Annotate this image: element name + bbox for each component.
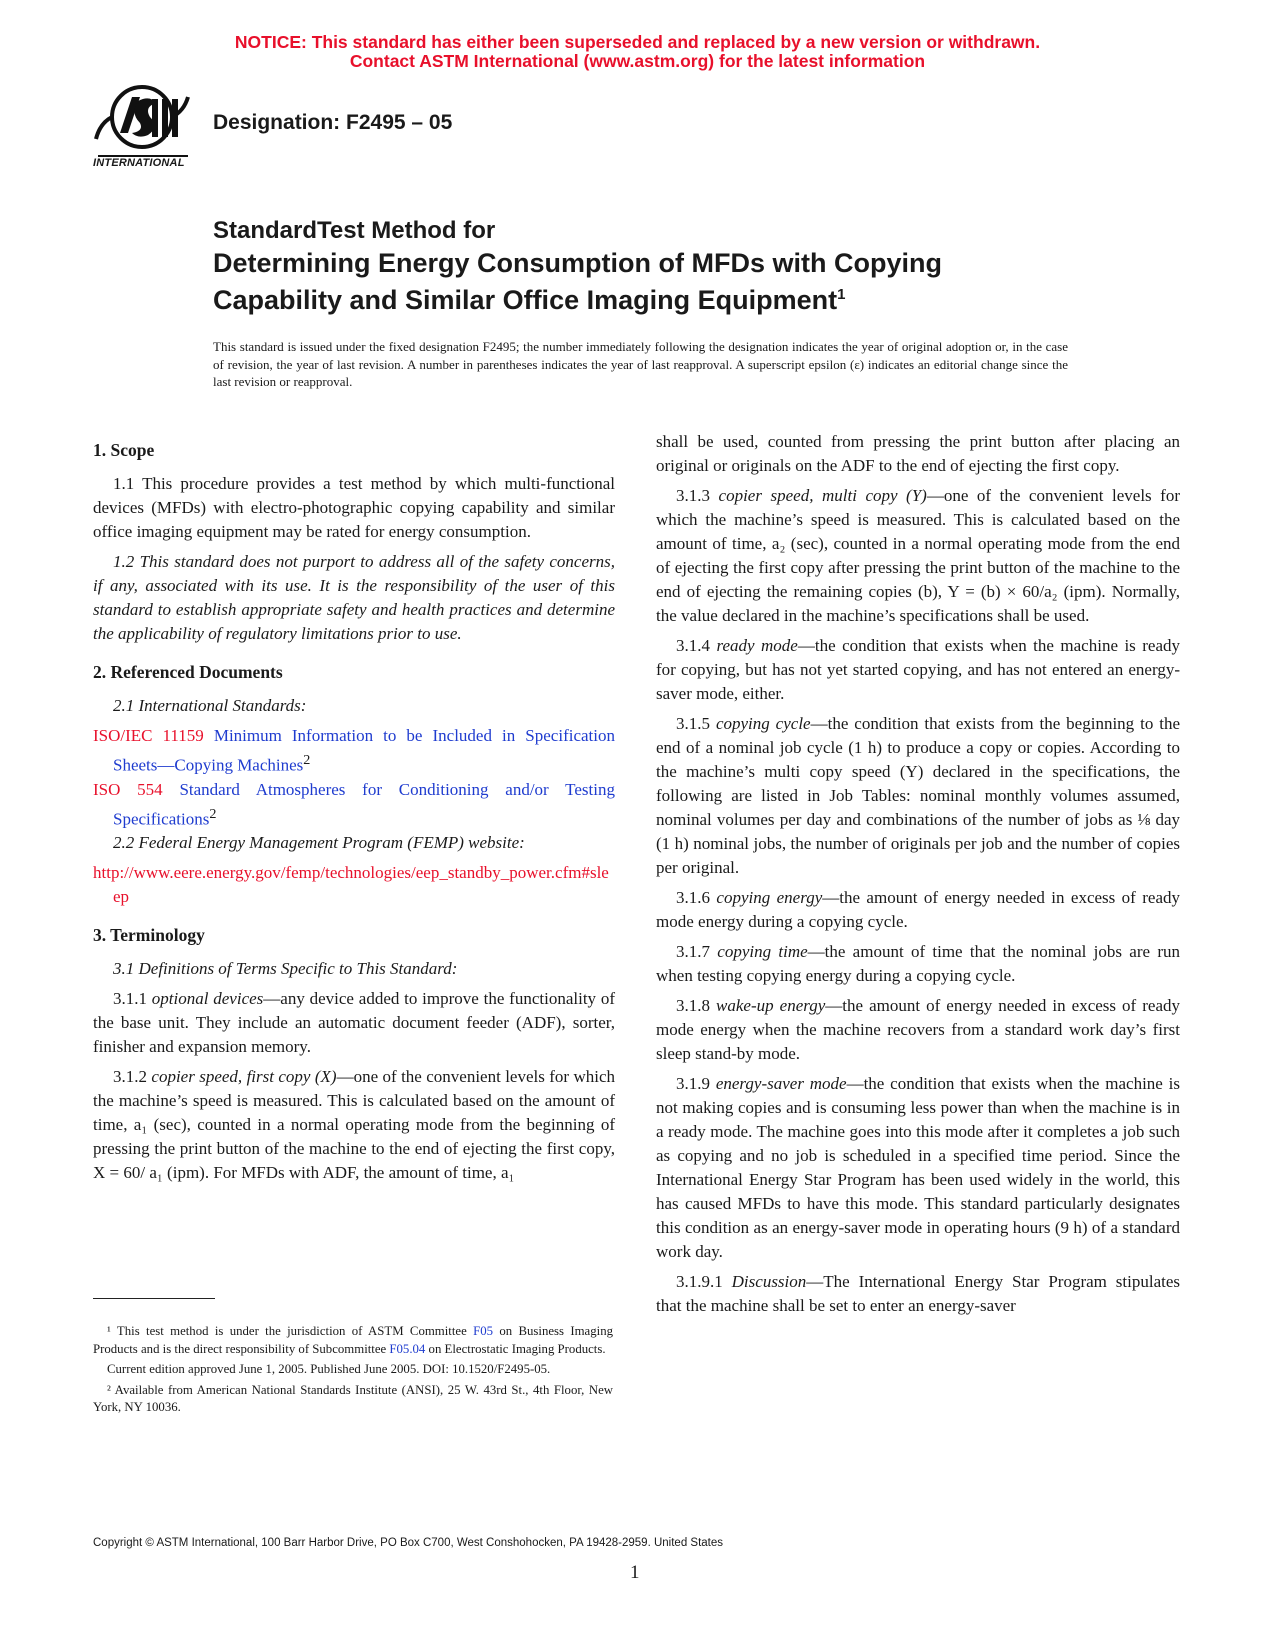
paragraph-1-2: 1.2 This standard does not purport to address all of the safety concerns, if any, associated with its use. It is the responsibility of the user of this standard to establish appropriate safety and health practices and determine the applicability of regulatory limitations prior to use. — [93, 552, 615, 643]
issued-note: This standard is issued under the fixed designation F2495; the number immediately following the designation indicates the year of original adoption or, in the case of revision, the year of last revision. A number in parentheses indicates the year of last reapproval. A superscript epsilon (ε) indicates an editorial change since the last revision or reapproval. — [213, 339, 1068, 389]
document-title — [213, 215, 1113, 316]
copyright-line: Copyright © ASTM International, 100 Barr Harbor Drive, PO Box C700, West Conshohocken, PA 19428-2959. United States — [93, 1537, 724, 1549]
paragraph-3-1: 3.1 Definitions of Terms Specific to This Standard: — [113, 959, 458, 979]
paragraph-1-1: 1.1 This procedure provides a test method by which multi-functional devices (MFDs) with electro-photographic copying capability and similar office imaging equipment may be rated for energy consumption. — [93, 474, 615, 541]
definition-3-1-1: 3.1.1 optional devices—any device added to improve the functionality of the base unit. They include an automatic document feeder (ADF), sorter, finisher and expansion memory. — [93, 989, 615, 1057]
notice-line-1: NOTICE: This standard has either been superseded and replaced by a new version or withdrawn. — [234, 32, 1041, 52]
femp-link[interactable]: http://www.eere.energy.gov/femp/technologies/eep_standby_power.cfm#sleep — [93, 863, 609, 907]
reference-iso-554[interactable]: ISO 554 Standard Atmospheres for Conditioning and/or Testing Specifications$^2$ — [93, 779, 615, 829]
definition-3-1-9: 3.1.9 energy-saver mode—the condition that exists when the machine is not making copies and is consuming less power than when the machine is in a ready mode. The machine goes into this mode after it completes a job such as copying and no job is scheduled in a specified time period. Since the International Energy Star Program has been used widely in the world, this has caused MFDs to have this mode. This standard particularly designates this condition as an energy-saver mode in operating hours (9 h) of a standard work day. — [656, 1074, 1181, 1261]
notice-line-2: Contact ASTM International (www.astm.org) for the latest information — [349, 51, 926, 71]
withdrawal-notice — [0, 33, 1275, 71]
subcommittee-link[interactable]: F05.04 — [389, 1341, 426, 1356]
footnote-divider — [93, 1298, 215, 1299]
title-line-1: StandardTest Method for — [213, 217, 496, 244]
title-line-3: Capability and Similar Office Imaging Equipment$^1$ — [213, 285, 846, 315]
title-line-2: Determining Energy Consumption of MFDs with Copying — [213, 248, 942, 278]
footnote-1: ¹ This test method is under the jurisdiction of ASTM Committee F05 on Business Imaging Products and is the direct responsibility of Subcommittee F05.04 on Electrostatic Imaging Products. — [93, 1324, 613, 1356]
footnotes — [93, 1323, 613, 1420]
left-column — [93, 430, 615, 1191]
definition-3-1-5: 3.1.5 copying cycle—the condition that exists from the beginning to the end of a nominal job cycle (1 h) to produce a copy or copies. According to the machine’s multi copy speed (Y) declared in the specifications, the following are listed in Job Tables: nominal monthly volumes assumed, nominal volumes per day and combinations of the number of jobs as ⅛ day (1 h) nominal jobs, the number of originals per job and the number of copies per original. — [656, 714, 1181, 877]
definition-3-1-8: 3.1.8 wake-up energy—the amount of energy needed in excess of ready mode energy when the machine recovers from a standard work day’s first sleep stand-by mode. — [656, 996, 1181, 1063]
paragraph-2-1: 2.1 International Standards: — [113, 696, 307, 715]
definition-3-1-3: 3.1.3 copier speed, multi copy (Y)—one of the convenient levels for which the machine’s speed is measured. This is calculated based on the amount of time, a₂ (sec), counted in a normal operating mode from the end of ejecting the first copy after pressing the print button of the machine to the end of ejecting the remaining copies (b), Y = (b) × 60/a₂ (ipm). Normally, the value declared in the machine’s specifications shall be used. — [656, 486, 1181, 625]
section-heading-referenced-documents: 2. Referenced Documents — [93, 662, 283, 682]
paragraph-2-2: 2.2 Federal Energy Management Program (FEMP) website: — [113, 833, 525, 853]
definition-3-1-7: 3.1.7 copying time—the amount of time that the nominal jobs are run when testing copying energy during a copying cycle. — [656, 942, 1180, 985]
section-heading-terminology: 3. Terminology — [93, 925, 205, 946]
page-number: 1 — [630, 1562, 640, 1583]
footnote-edition: Current edition approved June 1, 2005. Published June 2005. DOI: 10.1520/F2495-05. — [107, 1362, 551, 1376]
continued-paragraph: shall be used, counted from pressing the print button after placing an original or originals on the ADF to the end of ejecting the first copy. — [656, 432, 1180, 475]
designation: Designation: F2495 – 05 — [213, 111, 453, 134]
logo-wordmark: INTERNATIONAL — [93, 157, 185, 169]
committee-link[interactable]: F05 — [473, 1324, 494, 1338]
definition-3-1-2: 3.1.2 copier speed, first copy (X)—one of the convenient levels for which the machine’s speed is measured. This is calculated based on the amount of time, a₁ (sec), counted in a normal operating mode from the beginning of pressing the print button of the machine to the end of ejecting the first copy, X = 60/ a₁ (ipm). For MFDs with ADF, the amount of time, a₁ — [93, 1067, 616, 1183]
footnote-2: ² Available from American National Standards Institute (ANSI), 25 W. 43rd St., 4th Floor, New York, NY 10036. — [93, 1382, 613, 1414]
section-heading-scope: 1. Scope — [93, 440, 155, 460]
right-column — [656, 430, 1180, 1324]
definition-3-1-9-1: 3.1.9.1 Discussion—The International Energy Star Program stipulates that the machine shall be set to enter an energy-saver — [656, 1272, 1180, 1315]
astm-logo-icon — [90, 83, 198, 175]
definition-3-1-6: 3.1.6 copying energy—the amount of energy needed in excess of ready mode energy during a copying cycle. — [656, 888, 1180, 931]
definition-3-1-4: 3.1.4 ready mode—the condition that exists when the machine is ready for copying, but has not yet started copying, and has not entered an energy-saver mode, either. — [656, 636, 1181, 703]
reference-iso-iec-11159[interactable]: ISO/IEC 11159 Minimum Information to be Included in Specification Sheets—Copying Machines$^2$ — [93, 726, 615, 775]
